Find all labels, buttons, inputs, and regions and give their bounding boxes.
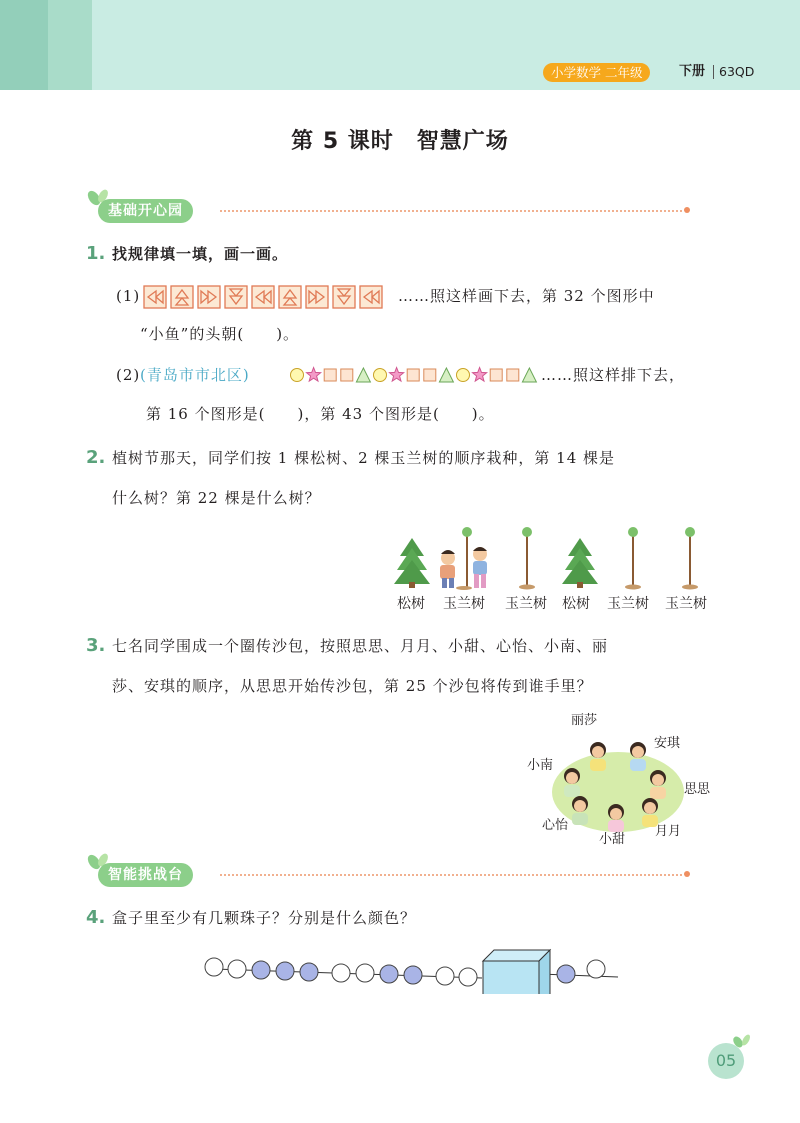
purple-bead <box>557 965 575 983</box>
child-name-xinyi: 心怡 <box>542 818 569 833</box>
page-code: 63QD <box>719 64 755 79</box>
magnolia-tree-icon <box>625 527 641 590</box>
box-icon <box>483 950 550 994</box>
section-divider-end <box>684 871 690 877</box>
question-3-number: 3. <box>86 635 106 656</box>
kids-planting-icon <box>440 527 487 590</box>
star-shape-icon <box>390 368 404 382</box>
child-name-yueyue: 月月 <box>655 824 682 839</box>
section-challenge-badge: 智能挑战台 <box>98 863 193 887</box>
question-1-part2-label: (2) <box>116 366 141 384</box>
question-1-number: 1. <box>86 243 106 264</box>
lesson-title: 第 5 课时 智慧广场 <box>291 129 509 154</box>
triangle-shape-icon <box>522 368 536 382</box>
question-1-part1-text: ……照这样画下去，第 32 个图形中 <box>398 287 655 305</box>
tree-label: 松树 <box>562 596 590 612</box>
square-shape-icon <box>490 369 502 381</box>
header-stripe <box>0 0 48 90</box>
tree-label: 玉兰树 <box>607 596 649 612</box>
white-bead <box>205 958 223 976</box>
question-4-number: 4. <box>86 907 106 928</box>
fish-down-icon <box>171 286 193 308</box>
white-bead <box>436 967 454 985</box>
pine-tree-icon <box>394 538 430 588</box>
tree-label: 玉兰树 <box>505 596 547 612</box>
question-2-line2: 什么树？第 22 棵是什么树？ <box>112 489 321 507</box>
triangle-shape-icon <box>439 368 453 382</box>
section-basic-badge: 基础开心园 <box>98 199 193 223</box>
question-4-text: 盒子里至少有几颗珠子？分别是什么颜色？ <box>112 909 417 927</box>
purple-bead <box>276 962 294 980</box>
fish-down-icon <box>279 286 301 308</box>
circle-shape-icon <box>457 369 470 382</box>
child-name-lisha: 丽莎 <box>571 713 598 728</box>
question-1-part2-line2: 第 16 个图形是( )，第 43 个图形是( )。 <box>146 405 495 423</box>
trees-illustration <box>390 524 720 594</box>
magnolia-tree-icon <box>682 527 698 590</box>
tree-label: 玉兰树 <box>665 596 707 612</box>
white-bead <box>332 964 350 982</box>
section-divider <box>220 210 682 212</box>
fish-up-icon <box>225 286 247 308</box>
star-shape-icon <box>307 368 321 382</box>
square-shape-icon <box>341 369 353 381</box>
fish-right-icon <box>306 286 328 308</box>
page-number: 05 <box>708 1043 744 1079</box>
header-divider <box>713 65 714 79</box>
purple-bead <box>252 961 270 979</box>
circle-shape-icon <box>291 369 304 382</box>
fish-up-icon <box>333 286 355 308</box>
white-bead <box>459 968 477 986</box>
child-name-anqi: 安琪 <box>654 736 681 751</box>
subject-badge: 小学数学 二年级 <box>543 63 650 82</box>
fish-right-icon <box>198 286 220 308</box>
square-shape-icon <box>324 369 336 381</box>
bead-string-illustration <box>200 944 625 994</box>
section-divider <box>220 874 682 876</box>
tree-label: 玉兰树 <box>443 596 485 612</box>
child-name-sisi: 思思 <box>684 782 711 797</box>
square-shape-icon <box>424 369 436 381</box>
star-shape-icon <box>473 368 487 382</box>
header-stripe <box>48 0 92 90</box>
question-2-number: 2. <box>86 447 106 468</box>
circle-shape-icon <box>374 369 387 382</box>
fish-left-icon <box>252 286 274 308</box>
pine-tree-icon <box>562 538 598 588</box>
shape-sequence <box>288 366 540 384</box>
white-bead <box>587 960 605 978</box>
question-3-line1: 七名同学围成一个圈传沙包，按照思思、月月、小甜、心怡、小南、丽 <box>112 637 609 655</box>
question-1-part1-line2: “小鱼”的头朝( )。 <box>140 325 300 343</box>
magnolia-tree-icon <box>519 527 535 590</box>
square-shape-icon <box>507 369 519 381</box>
fish-left-icon <box>360 286 382 308</box>
question-1-part2-text: ……照这样排下去， <box>541 366 686 384</box>
child-name-xiaotian: 小甜 <box>599 832 626 847</box>
question-2-line1: 植树节那天，同学们按 1 棵松树、2 棵玉兰树的顺序栽种，第 14 棵是 <box>112 449 616 467</box>
child-name-xiaonan: 小南 <box>527 758 554 773</box>
white-bead <box>228 960 246 978</box>
purple-bead <box>380 965 398 983</box>
square-shape-icon <box>407 369 419 381</box>
purple-bead <box>300 963 318 981</box>
question-1-part1-label: (1) <box>116 287 141 305</box>
section-divider-end <box>684 207 690 213</box>
question-3-line2: 莎、安琪的顺序，从思思开始传沙包，第 25 个沙包将传到谁手里？ <box>112 677 593 695</box>
question-1-text: 找规律填一填，画一画。 <box>112 245 289 263</box>
fish-left-icon <box>144 286 166 308</box>
triangle-shape-icon <box>356 368 370 382</box>
fish-sequence <box>143 285 395 309</box>
volume-label: 下册 <box>679 64 706 79</box>
question-1-source: (青岛市市北区) <box>140 366 250 384</box>
purple-bead <box>404 966 422 984</box>
white-bead <box>356 964 374 982</box>
tree-label: 松树 <box>397 596 425 612</box>
